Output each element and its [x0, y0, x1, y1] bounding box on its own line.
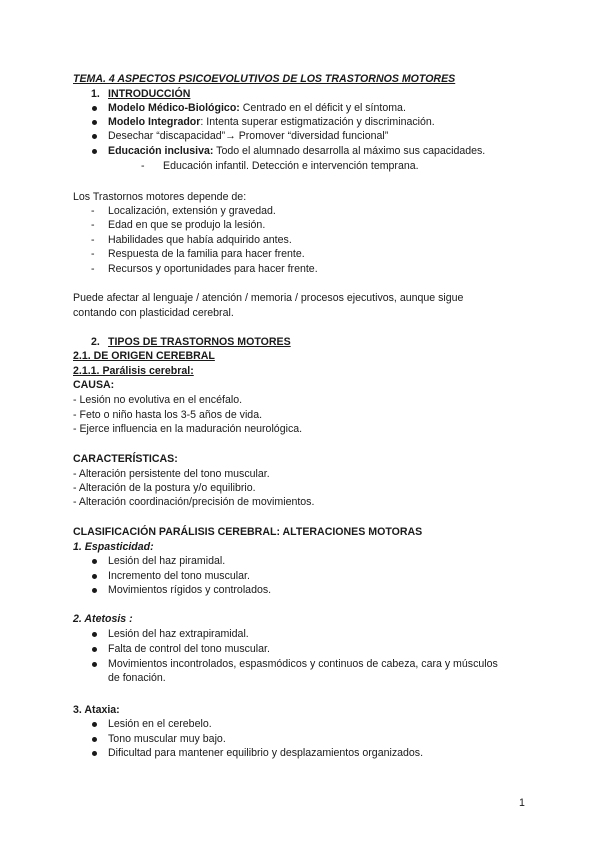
- type-heading: 2. Atetosis :: [73, 613, 133, 625]
- list-item: Falta de control del tono muscular.: [108, 643, 270, 655]
- list-item: Dificultad para mantener equilibrio y desplazamientos organizados.: [108, 747, 424, 759]
- list-item: Edad en que se produjo la lesión.: [108, 219, 266, 231]
- section-heading: INTRODUCCIÓN: [108, 88, 191, 100]
- bullet-icon: [92, 647, 97, 652]
- paragraph-intro: Los Trastornos motores depende de:: [73, 191, 247, 203]
- caracteristicas-label: CARACTERÍSTICAS:: [73, 453, 178, 465]
- bullet-icon: [92, 120, 97, 125]
- list-item: Tono muscular muy bajo.: [108, 733, 226, 745]
- section-number: 2.: [91, 336, 100, 348]
- list-item: Lesión del haz piramidal.: [108, 555, 226, 567]
- paragraph-line: Puede afectar al lenguaje / atención / memoria / procesos ejecutivos, aunque sigue: [73, 292, 464, 304]
- list-item: - Lesión no evolutiva en el encéfalo.: [73, 394, 243, 406]
- bullet-icon: [92, 149, 97, 154]
- list-item: - Ejerce influencia en la maduración neurológica.: [73, 423, 303, 435]
- list-item: Modelo Médico-Biológico: Centrado en el déficit y el síntoma.: [108, 102, 406, 114]
- causa-label: CAUSA:: [73, 379, 115, 391]
- type-heading: 3. Ataxia:: [73, 704, 120, 716]
- list-item: Desechar “discapacidad”→ Promover “diversidad funcional”: [108, 130, 389, 142]
- dash-marker: -: [91, 248, 95, 260]
- list-item: - Alteración persistente del tono muscular.: [73, 468, 270, 480]
- list-item: Incremento del tono muscular.: [108, 570, 250, 582]
- subsection-heading: 2.1.1. Parálisis cerebral:: [73, 365, 194, 377]
- list-item: Movimientos incontrolados, espasmódicos y continuos de cabeza, cara y músculos: [108, 658, 498, 670]
- section-heading: TIPOS DE TRASTORNOS MOTORES: [108, 336, 291, 348]
- dash-marker: -: [91, 205, 95, 217]
- bullet-icon: [92, 588, 97, 593]
- bullet-icon: [92, 751, 97, 756]
- bullet-icon: [92, 737, 97, 742]
- list-item: Respuesta de la familia para hacer frente.: [108, 248, 305, 260]
- list-subitem: Educación infantil. Detección e intervención temprana.: [163, 160, 419, 172]
- list-item: - Feto o niño hasta los 3-5 años de vida.: [73, 409, 263, 421]
- list-item: Lesión del haz extrapiramidal.: [108, 628, 249, 640]
- subsection-heading: 2.1. DE ORIGEN CEREBRAL: [73, 350, 215, 362]
- list-item: - Alteración coordinación/precisión de movimientos.: [73, 496, 315, 508]
- page-number: 1: [519, 797, 525, 809]
- dash-marker: -: [91, 234, 95, 246]
- list-item: Educación inclusiva: Todo el alumnado desarrolla al máximo sus capacidades.: [108, 145, 486, 157]
- list-item: Recursos y oportunidades para hacer frente.: [108, 263, 318, 275]
- list-item: Modelo Integrador: Intenta superar estigmatización y discriminación.: [108, 116, 435, 128]
- list-item: Lesión en el cerebelo.: [108, 718, 212, 730]
- list-item: Movimientos rígidos y controlados.: [108, 584, 272, 596]
- list-item: Localización, extensión y gravedad.: [108, 205, 276, 217]
- bullet-icon: [92, 574, 97, 579]
- list-item: Habilidades que había adquirido antes.: [108, 234, 292, 246]
- bullet-icon: [92, 632, 97, 637]
- list-item-continuation: de fonación.: [108, 672, 166, 684]
- type-heading: 1. Espasticidad:: [73, 541, 154, 553]
- bullet-icon: [92, 134, 97, 139]
- dash-marker: -: [91, 263, 95, 275]
- paragraph-line: contando con plasticidad cerebral.: [73, 307, 234, 319]
- bullet-icon: [92, 559, 97, 564]
- dash-marker: -: [91, 219, 95, 231]
- document-title: TEMA. 4 ASPECTOS PSICOEVOLUTIVOS DE LOS TRASTORNOS MOTORES: [73, 73, 456, 85]
- dash-marker: -: [141, 160, 145, 172]
- section-number: 1.: [91, 88, 100, 100]
- list-item: - Alteración de la postura y/o equilibrio.: [73, 482, 256, 494]
- bullet-icon: [92, 106, 97, 111]
- classification-heading: CLASIFICACIÓN PARÁLISIS CEREBRAL: ALTERACIONES MOTORAS: [73, 526, 423, 538]
- bullet-icon: [92, 722, 97, 727]
- bullet-icon: [92, 662, 97, 667]
